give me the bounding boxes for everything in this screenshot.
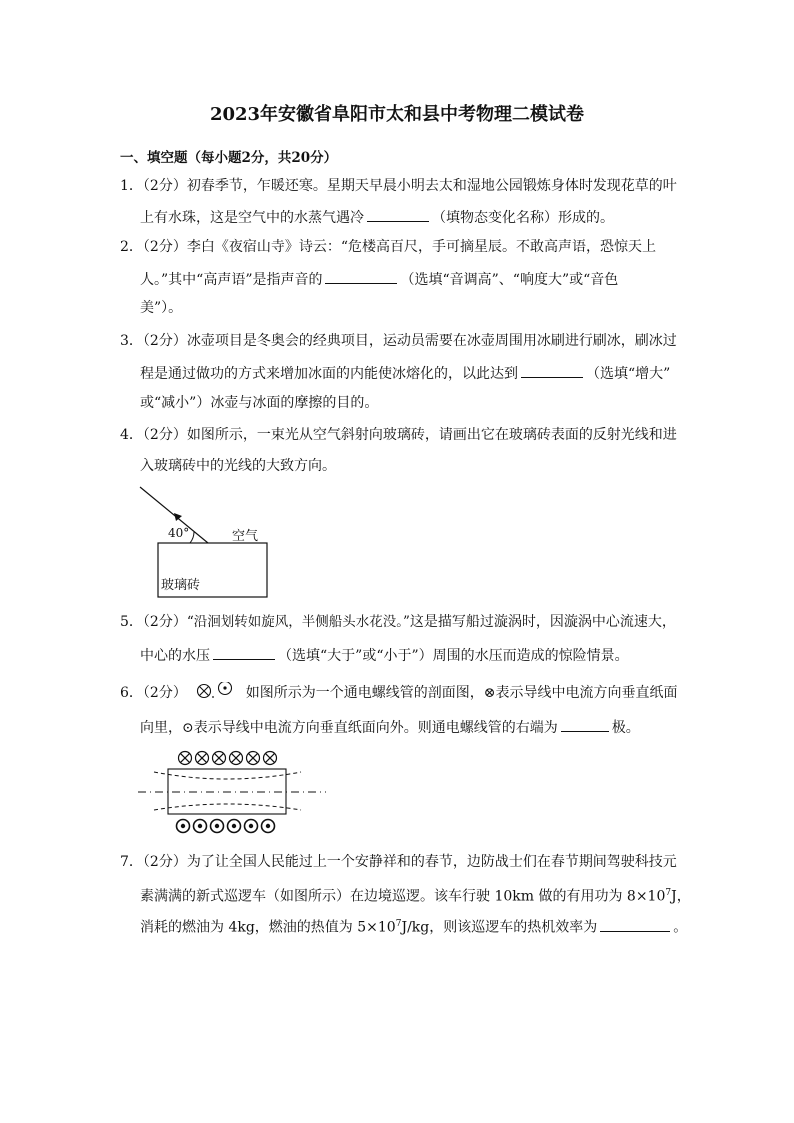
question-5-prefix: 5．（2分）: [120, 614, 187, 630]
question-6-text-a: 向里，⊙表示导线中电流方向垂直纸面向外。则通电螺线管的右端为: [140, 720, 558, 736]
angle-arc: [190, 532, 194, 543]
question-5-text-a: 中心的水压: [140, 648, 210, 664]
question-7-text-c: 消耗的燃油为 4kg，燃油的热值为 5×10: [140, 919, 396, 936]
current-symbols-icon: [193, 682, 239, 704]
question-6-prefix: 6．（2分）: [120, 685, 187, 701]
answer-blank-7[interactable]: [600, 916, 670, 932]
question-4-line-2: 入玻璃砖中的光线的大致方向。: [140, 458, 336, 474]
question-3-text-a: 程是通过做功的方式来增加冰面的内能使冰熔化的，以此达到: [140, 366, 518, 382]
field-line-bottom: [154, 804, 301, 810]
question-7-text-d: J/kg，则该巡逻车的热机效率为: [401, 919, 598, 936]
page-title: 2023年安徽省阜阳市太和县中考物理二模试卷: [209, 104, 585, 125]
answer-blank-2[interactable]: [325, 268, 397, 284]
question-2-text-a: 人。”其中“高声语”是指声音的: [140, 272, 323, 288]
angle-label: 40°: [168, 526, 190, 540]
answer-blank-6[interactable]: [561, 716, 609, 732]
air-label: 空气: [232, 529, 259, 544]
exponent-1: 7: [665, 888, 672, 898]
section-heading: 一、填空题（每小题2分，共20分）: [120, 150, 338, 166]
question-5-text-b: （选填“大于”或“小于”）周围的水压而造成的惊险情景。: [278, 648, 629, 664]
question-3-line-1: 3．（2分）冰壶项目是冬奥会的经典项目，运动员需要在冰壶周围用冰刷进行刷冰，刷冰过: [120, 333, 677, 349]
question-6-line-1: [120, 682, 677, 704]
question-1-line-1: 1．（2分）初春季节，乍暖还寒。星期天早晨小明去太和湿地公园锻炼身体时发现花草的叶: [120, 178, 677, 194]
glass-brick-label: 玻璃砖: [161, 578, 201, 593]
question-3-text-b: （选填“增大”: [586, 366, 671, 382]
question-2-line-3: 美”）。: [140, 300, 183, 316]
question-7-text-b: J，: [671, 888, 691, 905]
question-7-line-3: [140, 914, 687, 938]
question-5-text: 这是描写船过漩涡时，因漩涡中心流速大，: [409, 614, 676, 630]
question-7-text-a: 素满满的新式巡逻车（如图所示）在边境巡逻。该车行驶 10km 做的有用功为 8×10: [140, 888, 666, 905]
answer-blank-5[interactable]: [213, 644, 275, 660]
question-2-line-1: 2．（2分）李白《夜宿山寺》诗云：“危楼高百尺，手可摘星辰。不敢高声语，恐惊天上: [120, 239, 656, 255]
question-1-text-a: 上有水珠，这是空气中的水蒸气遇冷: [140, 210, 364, 226]
question-5-line-2: [140, 644, 629, 666]
light-refraction-figure: [130, 482, 280, 602]
question-6-line-2: [140, 716, 640, 738]
exponent-2: 7: [395, 919, 402, 929]
current-out-of-page-row: [177, 820, 275, 833]
question-1-text-b: （填物态变化名称）形成的。: [432, 210, 614, 226]
question-7-line-2: [140, 883, 691, 907]
question-6-text: 如图所示为一个通电螺线管的剖面图，⊗表示导线中电流方向垂直纸面: [245, 685, 678, 701]
answer-blank-1[interactable]: [367, 206, 429, 222]
question-7-text-e: 。: [673, 919, 688, 936]
question-5-line-1: [120, 612, 676, 632]
question-6-text-b: 极。: [611, 720, 640, 736]
answer-blank-3[interactable]: [521, 362, 583, 378]
question-2-line-2: [140, 268, 618, 290]
question-2-text-b: （选填“音调高”、“响度大”或“音色: [400, 272, 619, 288]
question-4-line-1: 4．（2分）如图所示，一束光从空气斜射向玻璃砖，请画出它在玻璃砖表面的反射光线和进: [120, 427, 677, 443]
solenoid-diagram: [136, 742, 336, 838]
incident-arrow-head: [174, 513, 182, 521]
question-7-line-1: 7．（2分）为了让全国人民能过上一个安静祥和的春节，边防战士们在春节期间驾驶科技元: [120, 854, 677, 870]
field-line-top: [154, 772, 301, 779]
question-5-poem: “沿洄划转如旋风，半侧船头水花没。”: [186, 614, 410, 630]
question-3-line-2: [140, 362, 670, 384]
question-3-line-3: 或“减小”）冰壶与冰面的摩擦的目的。: [140, 395, 379, 411]
solenoid-figure: [136, 742, 336, 838]
current-into-page-row: [179, 752, 277, 765]
question-1-line-2: [140, 206, 614, 228]
